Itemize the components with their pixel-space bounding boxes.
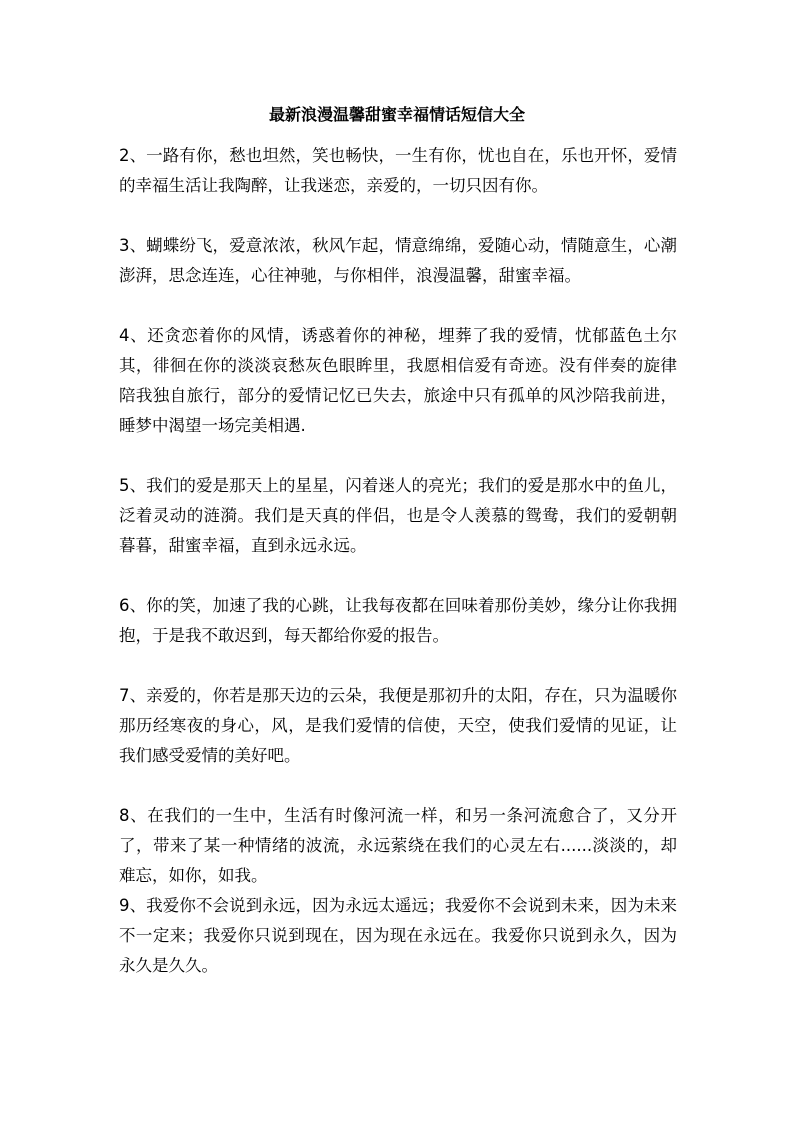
paragraph-4: 4、还贪恋着你的风情，诱惑着你的神秘，埋葬了我的爱情，忧郁蓝色土尔其，徘徊在你的淡淡哀愁灰色眼眸里，我愿相信爱有奇迹。没有伴奏的旋律陪我独自旅行，部分的爱情记忆已失去，旅途中只有孤单的风沙陪我前进，睡梦中渴望一场完美相遇. [119,326,677,435]
paragraph-8: 8、在我们的一生中，生活有时像河流一样，和另一条河流愈合了，又分开了，带来了某一种情绪的波流，永远萦绕在我们的心灵左右......淡淡的，却难忘，如你，如我。 [119,806,677,885]
paragraph-5: 5、我们的爱是那天上的星星，闪着迷人的亮光；我们的爱是那水中的鱼儿，泛着灵动的涟漪。我们是天真的伴侣，也是令人羡慕的鸳鸯，我们的爱朝朝暮暮，甜蜜幸福，直到永远永远。 [119,476,677,555]
paragraph-7: 7、亲爱的，你若是那天边的云朵，我便是那初升的太阳，存在，只为温暖你那历经寒夜的身心，风，是我们爱情的信使，天空，使我们爱情的见证，让我们感受爱情的美好吧。 [119,686,677,765]
document-body [119,141,677,981]
paragraph-9: 9、我爱你不会说到永远，因为永远太遥远；我爱你不会说到未来，因为未来不一定来；我爱你只说到现在，因为现在永远在。我爱你只说到永久，因为永久是久久。 [119,896,677,975]
paragraph-6: 6、你的笑，加速了我的心跳，让我每夜都在回味着那份美妙，缘分让你我拥抱，于是我不敢迟到，每天都给你爱的报告。 [119,596,677,645]
document-title: 最新浪漫温馨甜蜜幸福情话短信大全 [268,105,525,124]
paragraph-3: 3、蝴蝶纷飞，爱意浓浓，秋风乍起，情意绵绵，爱随心动，情随意生，心潮澎湃，思念连连，心往神驰，与你相伴，浪漫温馨，甜蜜幸福。 [119,236,677,285]
paragraph-2: 2、一路有你，愁也坦然，笑也畅快，一生有你，忧也自在，乐也开怀，爱情的幸福生活让我陶醉，让我迷恋，亲爱的，一切只因有你。 [119,146,677,195]
